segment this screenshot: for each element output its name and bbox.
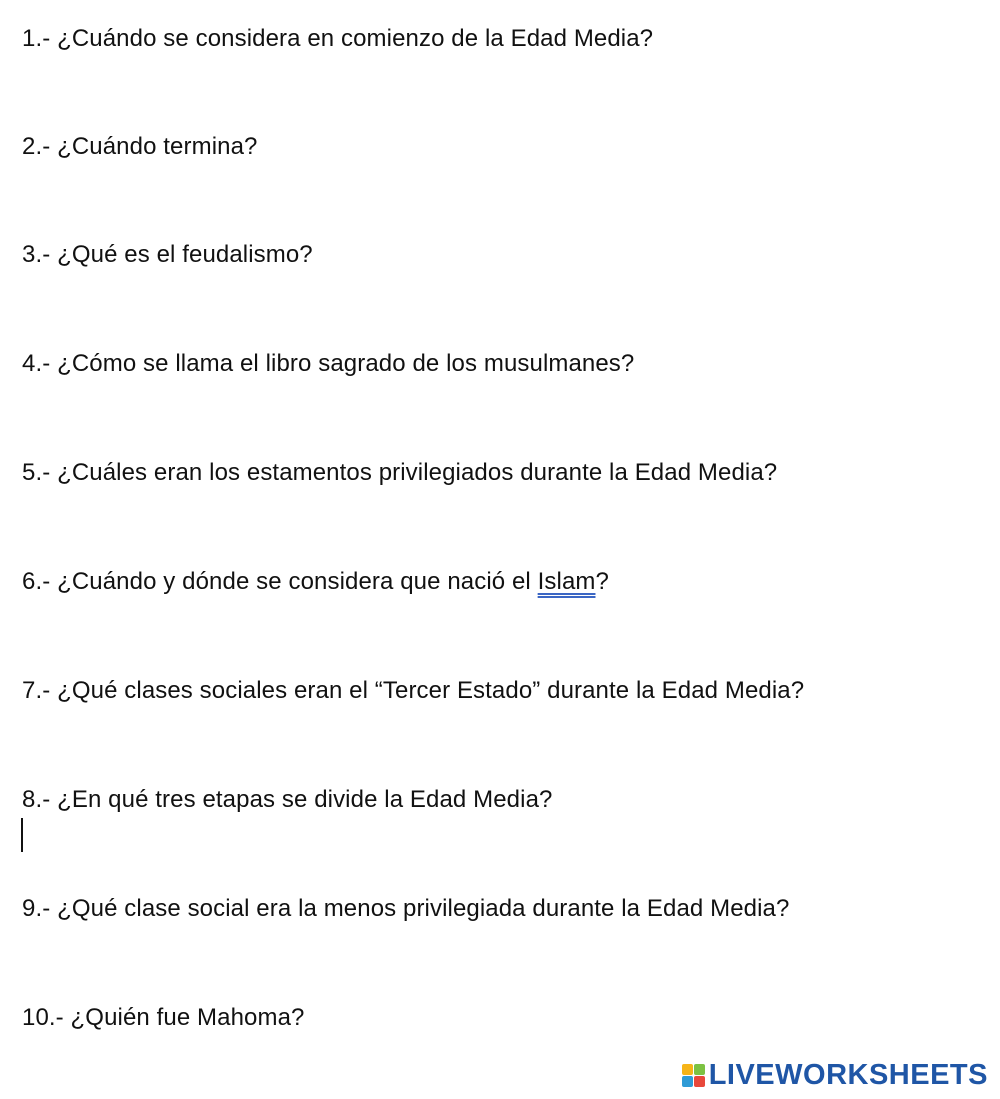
question-9: [22, 894, 789, 924]
question-number: 8.-: [22, 786, 51, 813]
question-text: ¿Qué clases sociales eran el “Tercer Estado” durante la Edad Media?: [57, 677, 805, 704]
question-3: [22, 240, 313, 270]
question-text-end: ?: [595, 568, 609, 595]
question-number: 9.-: [22, 895, 51, 922]
question-number: 5.-: [22, 459, 51, 486]
brand-name: LIVEWORKSHEETS: [708, 1059, 988, 1091]
question-number: 3.-: [22, 241, 51, 268]
question-7: [22, 676, 804, 706]
question-8: [22, 785, 552, 815]
question-text: ¿Quién fue Mahoma?: [70, 1004, 305, 1031]
question-number: 2.-: [22, 133, 51, 160]
question-text: ¿Cuándo y dónde se considera que nació el: [57, 568, 531, 595]
question-4: [22, 349, 634, 379]
liveworksheets-logo-icon: [682, 1064, 705, 1087]
question-1: [22, 24, 653, 54]
question-number: 1.-: [22, 25, 51, 52]
question-text: ¿Cuándo termina?: [57, 133, 258, 160]
question-5: [22, 458, 777, 488]
question-6: [22, 567, 609, 597]
question-text: ¿Cuándo se considera en comienzo de la Edad Media?: [57, 25, 654, 52]
question-number: 4.-: [22, 350, 51, 377]
question-number: 6.-: [22, 568, 51, 595]
text-cursor: [21, 818, 23, 852]
question-number: 7.-: [22, 677, 51, 704]
question-2: [22, 132, 257, 162]
question-10: [22, 1003, 304, 1033]
spellcheck-underlined-word[interactable]: Islam: [537, 568, 596, 595]
question-text: ¿Qué es el feudalismo?: [57, 241, 313, 268]
question-text: ¿Cómo se llama el libro sagrado de los musulmanes?: [57, 350, 635, 377]
question-number: 10.-: [22, 1004, 64, 1031]
question-text: ¿En qué tres etapas se divide la Edad Media?: [57, 786, 553, 813]
question-text: ¿Cuáles eran los estamentos privilegiados durante la Edad Media?: [57, 459, 778, 486]
liveworksheets-brand: [682, 1058, 988, 1092]
question-text: ¿Qué clase social era la menos privilegiada durante la Edad Media?: [57, 895, 790, 922]
